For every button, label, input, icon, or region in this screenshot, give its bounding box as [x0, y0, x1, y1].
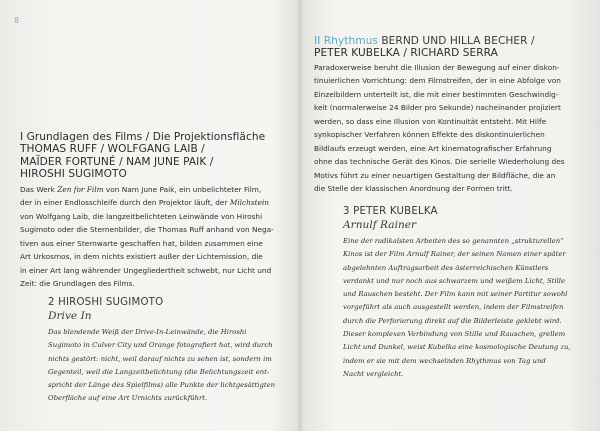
page-number: 8 [14, 16, 20, 25]
italic-line: Licht und Dunkel, weist Kubelka eine kosmologische Deutung zu, [343, 343, 571, 352]
body-line: Bildlaufs erzeugt werden, eine Art kinematografischer Erfahrung [314, 143, 552, 153]
italic-line: Dieser komplexen Verbindung von Stille und Rauschen, grellem [343, 330, 566, 339]
section-3-title: Arnulf Rainer [343, 218, 417, 231]
section-1-title: I Grundlagen des Films / Die Projektionsfläche [20, 131, 266, 143]
section-rhythm-artists-1: BERND UND HILLA BECHER / [377, 35, 535, 47]
body-line: Zeit: die Grundlagen des Films. [20, 279, 135, 289]
italic-line: Kinos ist der Film Arnulf Rainer, der seinen Namen einer später [343, 250, 566, 259]
right-page [301, 0, 600, 431]
body-line: synkopischer Verfahren können Effekte des diskontinuierlichen [314, 130, 545, 140]
italic-line: Gegenteil, weil die Langzeitbelichtung (die Belichtungszeit ent- [48, 367, 270, 376]
body-line: Art Urkosmos, in dem nichts existiert außer der Lichtemission, die [20, 252, 263, 262]
body-line: tinuierlichen Vorrichtung: dem Filmstreifen, der in eine Abfolge von [314, 76, 561, 86]
section-rhythm-heading [314, 35, 535, 60]
italic-line: Eine der radikalsten Arbeiten des so genannten „strukturellen“ [343, 237, 564, 245]
body-line: in einer Art lang währender Ungegliedertheit schwebt, nur Licht und [20, 265, 272, 275]
section-3-number: 3 PETER KUBELKA [343, 206, 438, 217]
italic-line: Sugimoto in Culver City und Orange fotografiert hat, wird durch [48, 341, 273, 350]
italic-line: durch die Perforierung direkt auf die Bilderleiste geklebt wird. [343, 316, 562, 325]
body-line: die Stelle der klassischen Anordnung der Formen tritt. [314, 183, 513, 193]
section-rhythm-title: II Rhythmus [314, 35, 378, 47]
section-3-heading [343, 206, 438, 232]
section-2-title: Drive In [48, 309, 92, 322]
italic-line: und Rauschen besteht. Der Film kann mit seiner Partitur sowohl [343, 290, 568, 299]
section-1-body [20, 183, 274, 291]
italic-line: Oberfläche auf eine Art Urnichts zurückführt. [48, 394, 208, 403]
italic-line: nichts gestört: nicht, weil darauf nichts zu sehen ist, sondern im [48, 354, 272, 363]
section-1-artist-line-2: MAÏDER FORTUNÉ / NAM JUNE PAIK / [20, 155, 214, 168]
body-line: Sugimoto oder die Sternenbilder, die Thomas Ruff anhand von Nega- [20, 225, 274, 235]
italic-line: vorgeführt als auch ausgestellt werden, indem der Filmstreifen [343, 303, 564, 312]
left-page [0, 0, 299, 431]
body-line: Motivs führt zu einer neuartigen Gestaltung der Bildfläche, die an [314, 170, 556, 180]
body-line: Einzelbildern unterteilt ist, die mit einer bestimmten Geschwindig- [314, 89, 559, 99]
body-line: Paradoxerweise beruht die Illusion der Bewegung auf einer diskon- [314, 63, 560, 72]
section-1-heading [20, 131, 265, 181]
italic-line: spricht der Länge des Spielfilms) alle Punkte der lichtgesättigten [48, 381, 276, 390]
italic-line: Das blendende Weiß der Drive-In-Leinwände, die Hiroshi [48, 328, 247, 336]
body-line: tiven aus einer Sternwarte geschaffen hat, bilden zusammen eine [20, 238, 263, 248]
section-3-body [343, 235, 571, 381]
section-1-artist-line-1: THOMAS RUFF / WOLFGANG LAIB / [20, 143, 205, 156]
section-1-artist-line-3: HIROSHI SUGIMOTO [20, 168, 127, 181]
body-line: der in einer Endlosschleife durch den Projektor läuft, der Milchstein [20, 198, 270, 208]
section-rhythm-artists-2: PETER KUBELKA / RICHARD SERRA [314, 47, 498, 60]
italic-line: indem er sie mit dem wechselnden Rhythmus von Tag und [343, 356, 546, 365]
section-2-heading [48, 297, 163, 323]
italic-line: verdankt und nur noch aus schwarzem und weißem Licht, Stille [343, 276, 566, 285]
section-2-body [48, 326, 275, 406]
body-line: werden, so dass eine Illusion von Kontinuität entsteht. Mit Hilfe [314, 116, 547, 126]
body-line: Das Werk Zen for Film von Nam June Paik, ein unbelichteter Film, [20, 185, 262, 194]
section-2-number: 2 HIROSHI SUGIMOTO [48, 297, 164, 308]
body-line: von Wolfgang Laib, die langzeitbelichteten Leinwände von Hiroshi [20, 211, 263, 221]
italic-line: abgelehnten Auftragsarbeit des österreichischen Künstlers [343, 263, 549, 272]
body-line: ohne das technische Gerät des Kinos. Die serielle Wiederholung des [314, 157, 565, 167]
italic-line: Nacht vergleicht. [343, 369, 404, 378]
body-line: keit (normalerweise 24 Bilder pro Sekunde) nacheinander projiziert [314, 103, 561, 113]
section-rhythm-body [314, 61, 565, 195]
